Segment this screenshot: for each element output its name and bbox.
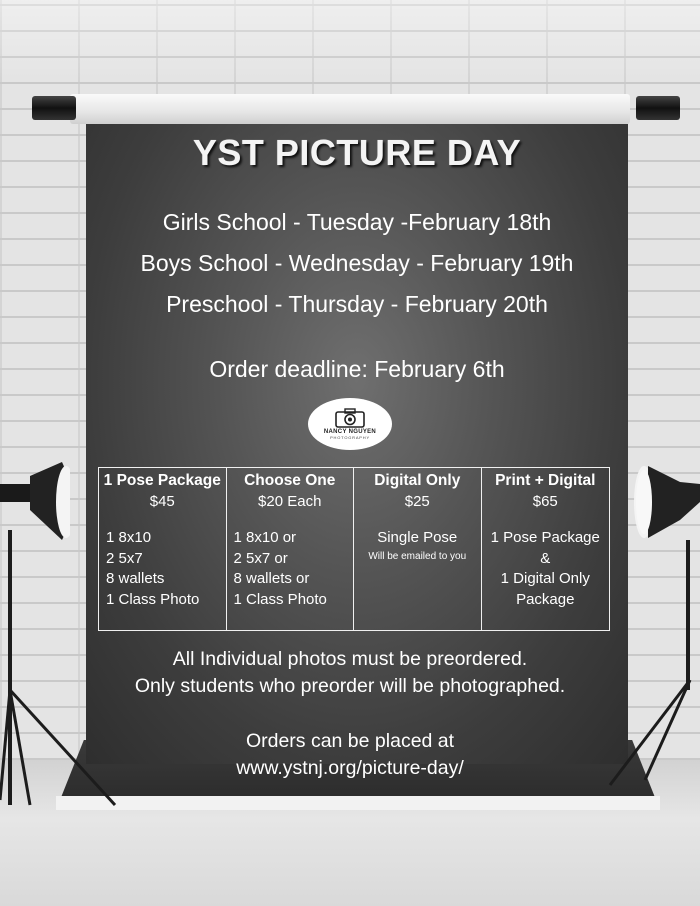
package-item: &: [540, 549, 551, 567]
package-item: 2 5x7: [106, 549, 143, 567]
package-name: Choose One: [244, 472, 336, 489]
schedule-preschool: Preschool - Thursday - February 20th: [166, 291, 548, 317]
package-name: Print + Digital: [495, 472, 596, 489]
package-item: 8 wallets: [106, 570, 165, 587]
package-price: $25: [404, 493, 430, 510]
package-item: Package: [516, 590, 575, 608]
schedule-list: [86, 202, 628, 325]
package-table: [98, 467, 610, 631]
roller-cap-left: [32, 96, 76, 120]
package-item: 8 wallets or: [233, 570, 310, 587]
package-price: $20 Each: [258, 493, 322, 510]
orders-line: Orders can be placed at: [245, 730, 455, 752]
package-name: 1 Pose Package: [103, 472, 221, 489]
package-print-digital: [482, 468, 610, 630]
photographer-logo: [308, 398, 392, 450]
package-items: [482, 528, 610, 610]
package-digital-only: [354, 468, 482, 630]
package-name: Digital Only: [374, 472, 461, 489]
package-item: 1 8x10: [106, 529, 152, 546]
package-items: [99, 528, 226, 610]
package-item: 1 Digital Only: [500, 570, 590, 587]
package-price: $65: [532, 493, 558, 510]
logo-name: NANCY NGUYEN: [323, 429, 377, 435]
package-1-pose: [99, 468, 227, 630]
schedule-girls: Girls School - Tuesday -February 18th: [162, 209, 552, 235]
package-items: [354, 528, 481, 562]
notice-line: Only students who preorder will be photographed.: [134, 675, 566, 697]
orders-url: www.ystnj.org/picture-day/: [236, 757, 464, 779]
package-item: 1 Class Photo: [106, 590, 200, 608]
logo-subtitle: PHOTOGRAPHY: [330, 435, 370, 440]
light-stand-right: [686, 540, 690, 690]
backdrop-roller: [70, 94, 630, 124]
page-title: YST PICTURE DAY: [192, 132, 522, 173]
package-note: Will be emailed to you: [368, 550, 467, 562]
camera-icon: [335, 408, 365, 428]
wall-highlight: [0, 0, 700, 80]
package-item: Single Pose: [377, 529, 458, 546]
package-item: 1 8x10 or: [233, 529, 297, 546]
order-info: [70, 728, 630, 782]
package-choose-one: [227, 468, 355, 630]
studio-light-right-icon: [630, 462, 700, 542]
preorder-notice: [70, 646, 630, 700]
package-price: $45: [149, 493, 175, 510]
package-item: 1 Class Photo: [233, 590, 327, 608]
backdrop-floor-edge: [56, 796, 660, 810]
order-deadline: Order deadline: February 6th: [209, 356, 505, 382]
roller-cap-right: [636, 96, 680, 120]
package-item: 2 5x7 or: [233, 549, 288, 567]
schedule-boys: Boys School - Wednesday - February 19th: [140, 250, 574, 276]
package-item: 1 Pose Package: [490, 529, 600, 546]
package-items: [227, 528, 354, 610]
notice-line: All Individual photos must be preordered.: [172, 648, 528, 670]
